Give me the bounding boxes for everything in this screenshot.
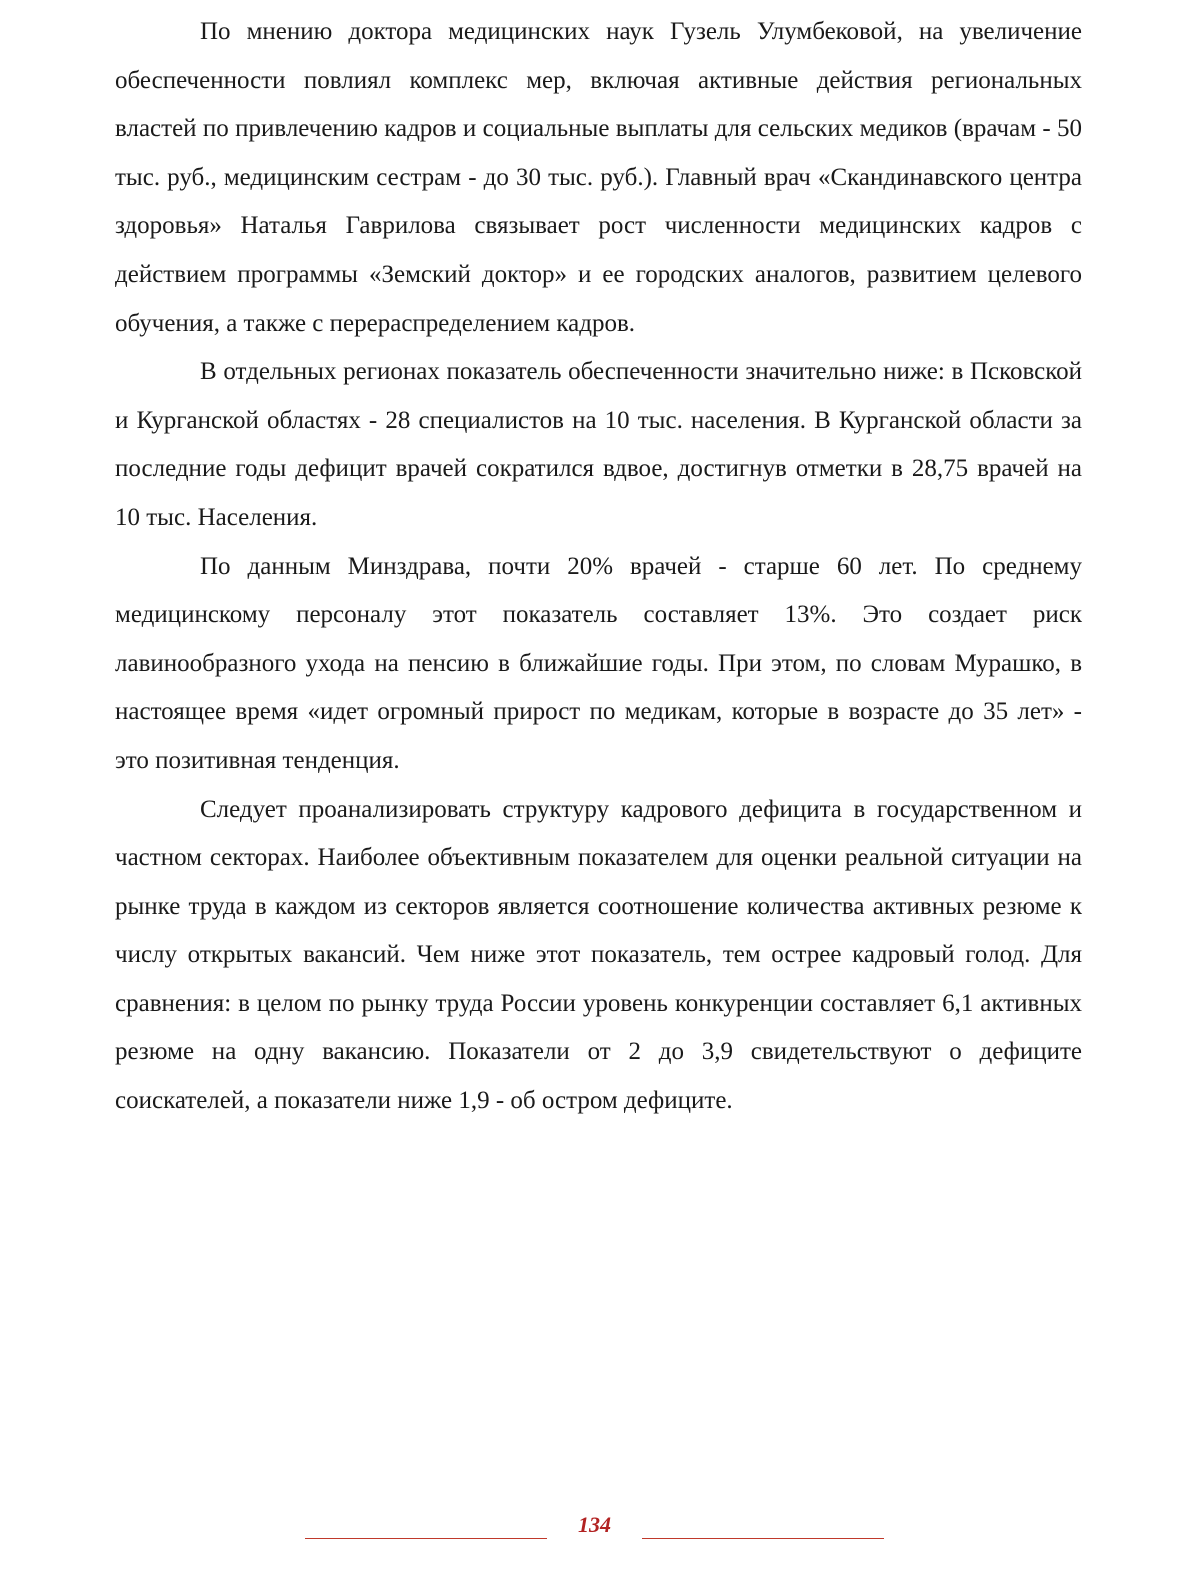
footer-rule-left	[305, 1538, 547, 1539]
paragraph-2: В отдельных регионах показатель обеспеченности значительно ниже: в Псковской и Курганской областях - 28 специалистов на 10 тыс. населения. В Курганской области за последние годы дефицит врачей сократился вдвое, достигнув отметки в 28,75 врачей на 10 тыс. Населения.	[115, 358, 1082, 531]
page-number: 134	[578, 1512, 611, 1537]
footer-rule-right	[642, 1538, 884, 1539]
paragraph-4: Следует проанализировать структуру кадрового дефицита в государственном и частном секторах. Наиболее объективным показателем для оценки реальной ситуации на рынке труда в каждом из секторов является соотношение количества активных резюме к числу открытых вакансий. Чем ниже этот показатель, тем острее кадровый голод. Для сравнения: в целом по рынку труда России уровень конкуренции составляет 6,1 активных резюме на одну вакансию. Показатели от 2 до 3,9 свидетельствуют о дефиците соискателей, а показатели ниже 1,9 - об остром дефиците.	[115, 795, 1082, 1115]
paragraph-1: По мнению доктора медицинских наук Гузель Улумбековой, на увеличение обеспеченности повлиял комплекс мер, включая активные действия региональных властей по привлечению кадров и социальные выплаты для сельских медиков (врачам - 50 тыс. руб., медицинским сестрам - до 30 тыс. руб.). Главный врач «Скандинавского центра здоровья» Наталья Гаврилова связывает рост численности медицинских кадров с действием программы «Земский доктор» и ее городских аналогов, развитием целевого обучения, а также с перераспределением кадров.	[115, 18, 1082, 337]
body-text	[115, 8, 1082, 1126]
paragraph-3: По данным Минздрава, почти 20% врачей - старше 60 лет. По среднему медицинскому персоналу этот показатель составляет 13%. Это создает риск лавинообразного ухода на пенсию в ближайшие годы. При этом, по словам Мурашко, в настоящее время «идет огромный прирост по медикам, которые в возрасте до 35 лет» - это позитивная тенденция.	[115, 552, 1082, 774]
page-footer	[0, 1508, 1200, 1548]
